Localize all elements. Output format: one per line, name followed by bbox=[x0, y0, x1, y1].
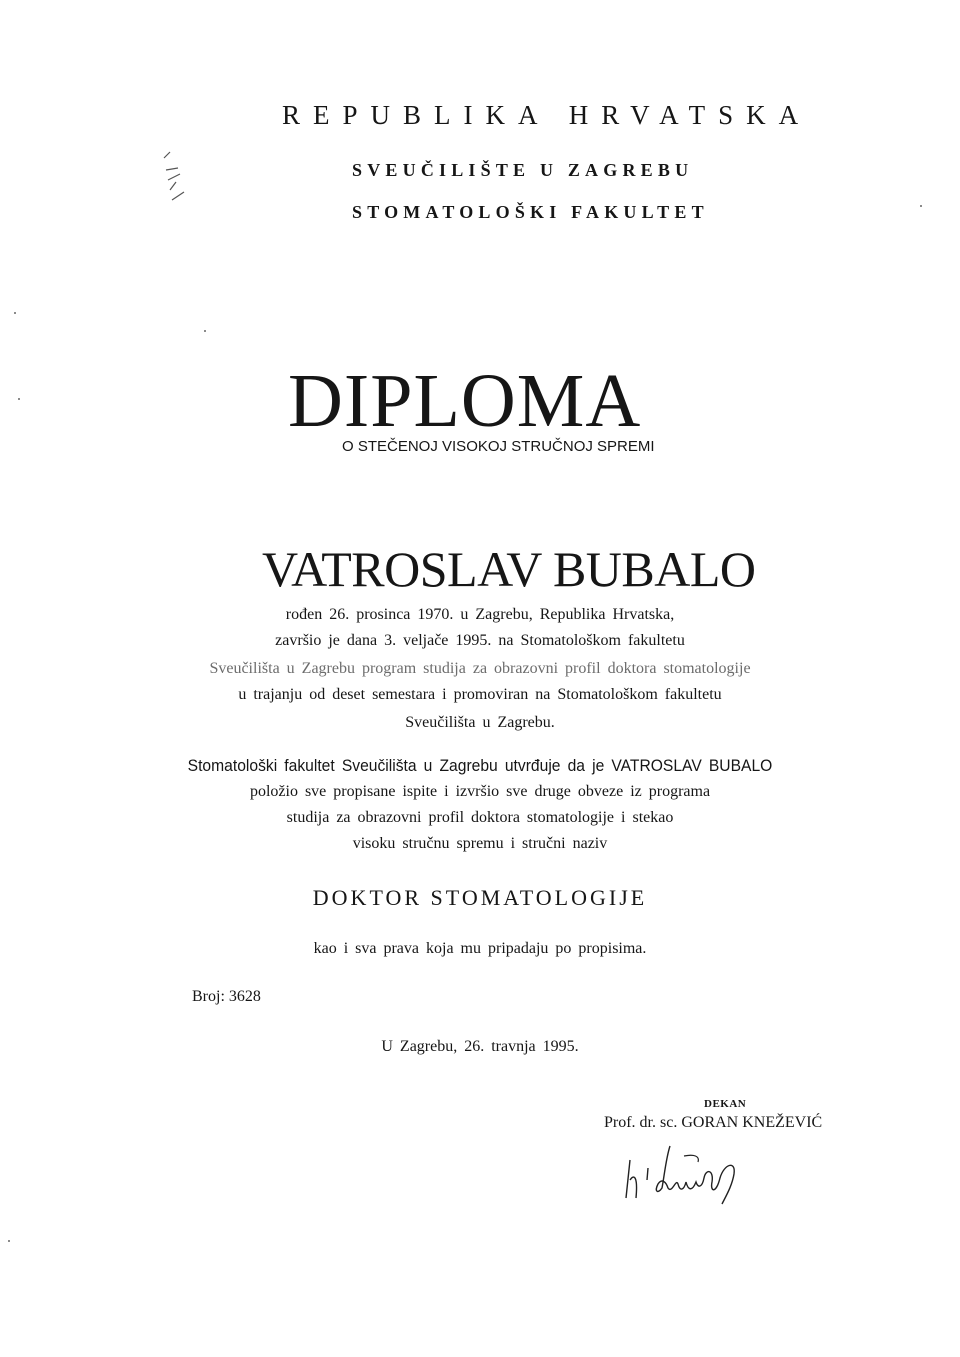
body-line: u trajanju od deset semestara i promoviran na Stomatološkom fakultetu bbox=[238, 686, 722, 703]
document-number: Broj: 3628 bbox=[192, 988, 261, 1005]
certification-line: položio sve propisane ispite i izvršio sve druge obveze iz programa bbox=[249, 783, 711, 800]
recipient-name: VATROSLAV BUBALO bbox=[262, 541, 756, 597]
country-heading: REPUBLIKA HRVATSKA bbox=[282, 100, 812, 130]
place-date: U Zagrebu, 26. travnja 1995. bbox=[381, 1038, 579, 1055]
scan-speck bbox=[18, 398, 20, 400]
diploma-subtitle: O STEČENOJ VISOKOJ STRUČNOJ SPREMI bbox=[342, 438, 655, 455]
degree-title: DOKTOR STOMATOLOGIJE bbox=[312, 885, 648, 910]
certification-line: studija za obrazovni profil doktora stomatologije i stekao bbox=[286, 809, 674, 826]
rights-line: kao i sva prava koja mu pripadaju po propisima. bbox=[313, 940, 647, 957]
body-line: Sveučilišta u Zagrebu. bbox=[405, 714, 555, 731]
scan-speck bbox=[8, 1240, 10, 1242]
scan-speck bbox=[204, 330, 206, 332]
certification-line: Stomatološki fakultet Sveučilišta u Zagrebu utvrđuje da je VATROSLAV BUBALO bbox=[187, 756, 773, 775]
body-line: rođen 26. prosinca 1970. u Zagrebu, Republika Hrvatska, bbox=[285, 606, 675, 623]
faculty-heading: STOMATOLOŠKI FAKULTET bbox=[352, 202, 709, 222]
dean-name: Prof. dr. sc. GORAN KNEŽEVIĆ bbox=[604, 1114, 823, 1131]
dean-label: DEKAN bbox=[704, 1098, 747, 1110]
diploma-title: DIPLOMA bbox=[288, 359, 642, 443]
body-line: završio je dana 3. veljače 1995. na Stomatološkom fakultetu bbox=[275, 632, 685, 649]
scan-speck bbox=[14, 312, 16, 314]
scan-speck bbox=[920, 205, 922, 207]
margin-mark-icon bbox=[160, 150, 190, 206]
signature-icon bbox=[618, 1138, 778, 1208]
university-heading: SVEUČILIŠTE U ZAGREBU bbox=[352, 160, 694, 180]
body-line: Sveučilišta u Zagrebu program studija za obrazovni profil doktora stomatologije bbox=[209, 660, 751, 677]
certification-line: visoku stručnu spremu i stručni naziv bbox=[352, 835, 608, 852]
